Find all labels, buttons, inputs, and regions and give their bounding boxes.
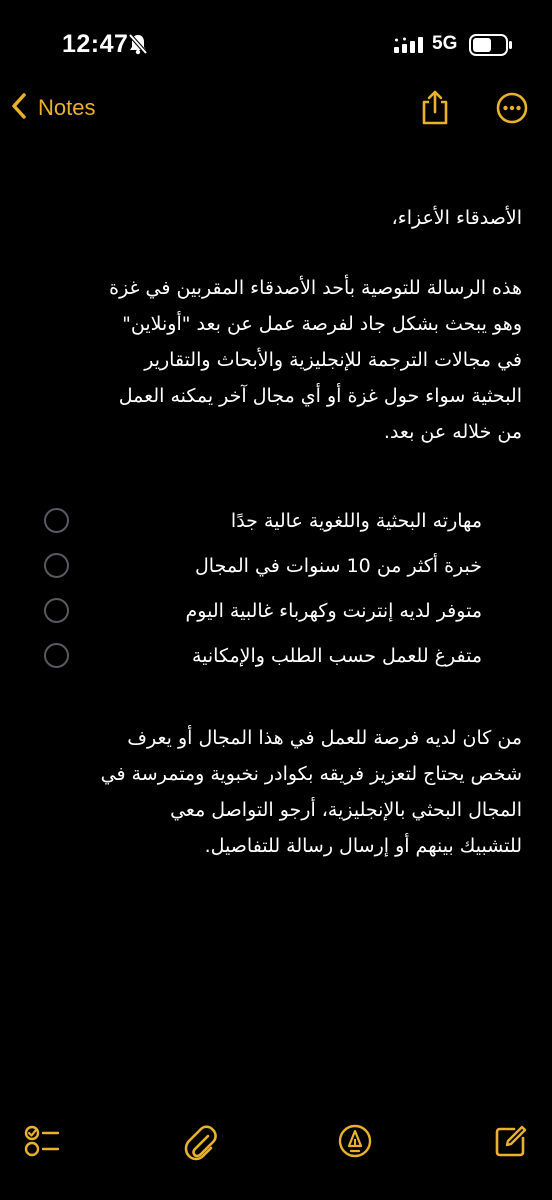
back-button[interactable] [10, 92, 95, 124]
paragraph-1-line: في مجالات الترجمة للإنجليزية والأبحاث والتقارير [144, 349, 522, 371]
more-ellipsis-icon [496, 109, 528, 128]
paragraph-2-line: المجال البحثي بالإنجليزية، أرجو التواصل معي [170, 799, 522, 821]
status-time: 12:47 [62, 30, 129, 58]
checklist-item-label: متفرغ للعمل حسب الطلب والإمكانية [191, 644, 482, 667]
checklist-item-label: متوفر لديه إنترنت وكهرباء غالبية اليوم [185, 599, 482, 622]
note-paragraph-2 [30, 720, 522, 864]
battery-icon [469, 34, 513, 60]
silent-bell-icon [128, 33, 148, 59]
paragraph-2-line: من كان لديه فرصة للعمل في هذا المجال أو يعرف [127, 727, 522, 749]
note-paragraph-1 [30, 270, 522, 450]
checklist-item [30, 633, 522, 678]
nav-bar [0, 80, 552, 136]
share-icon [420, 111, 450, 130]
checklist-checkbox[interactable] [44, 598, 69, 623]
status-bar [0, 0, 552, 70]
checklist-checkbox[interactable] [44, 508, 69, 533]
checklist-button[interactable] [24, 1124, 62, 1162]
note-body[interactable] [30, 200, 522, 864]
more-button[interactable] [496, 92, 528, 128]
note-greeting: الأصدقاء الأعزاء، [391, 207, 522, 229]
compose-icon [494, 1143, 528, 1162]
paragraph-2-line: للتشبيك بينهم أو إرسال رسالة للتفاصيل. [204, 835, 522, 857]
checklist [30, 498, 522, 678]
bottom-toolbar [0, 1100, 552, 1200]
paragraph-1-line: البحثية سواء حول غزة أو أي مجال آخر يمكنه العمل [118, 385, 522, 407]
paragraph-1-line: من خلاله عن بعد. [383, 421, 522, 443]
checklist-item [30, 543, 522, 588]
network-type: 5G [432, 33, 458, 54]
markup-button[interactable] [338, 1124, 372, 1162]
cellular-signal-icon [394, 37, 426, 57]
markup-pen-icon [338, 1143, 372, 1162]
compose-button[interactable] [494, 1124, 528, 1162]
share-button[interactable] [420, 90, 450, 130]
checklist-icon [24, 1143, 62, 1162]
paragraph-2-line: شخص يحتاج لتعزيز فريقه بكوادر نخبوية ومتمرسة في [100, 763, 522, 785]
checklist-checkbox[interactable] [44, 553, 69, 578]
paperclip-icon [184, 1149, 218, 1168]
back-label: Notes [38, 95, 96, 120]
checklist-item-label: خبرة أكثر من 10 سنوات في المجال [195, 554, 482, 577]
checklist-item [30, 498, 522, 543]
checklist-item [30, 588, 522, 633]
checklist-item-label: مهارته البحثية واللغوية عالية جدًا [230, 509, 482, 532]
paragraph-1-line: هذه الرسالة للتوصية بأحد الأصدقاء المقربين في غزة [109, 277, 522, 299]
chevron-left-icon [10, 92, 28, 124]
checklist-checkbox[interactable] [44, 643, 69, 668]
paragraph-1-line: وهو يبحث بشكل جاد لفرصة عمل عن بعد "أونلاين" [122, 313, 522, 335]
attachment-button[interactable] [184, 1124, 218, 1168]
